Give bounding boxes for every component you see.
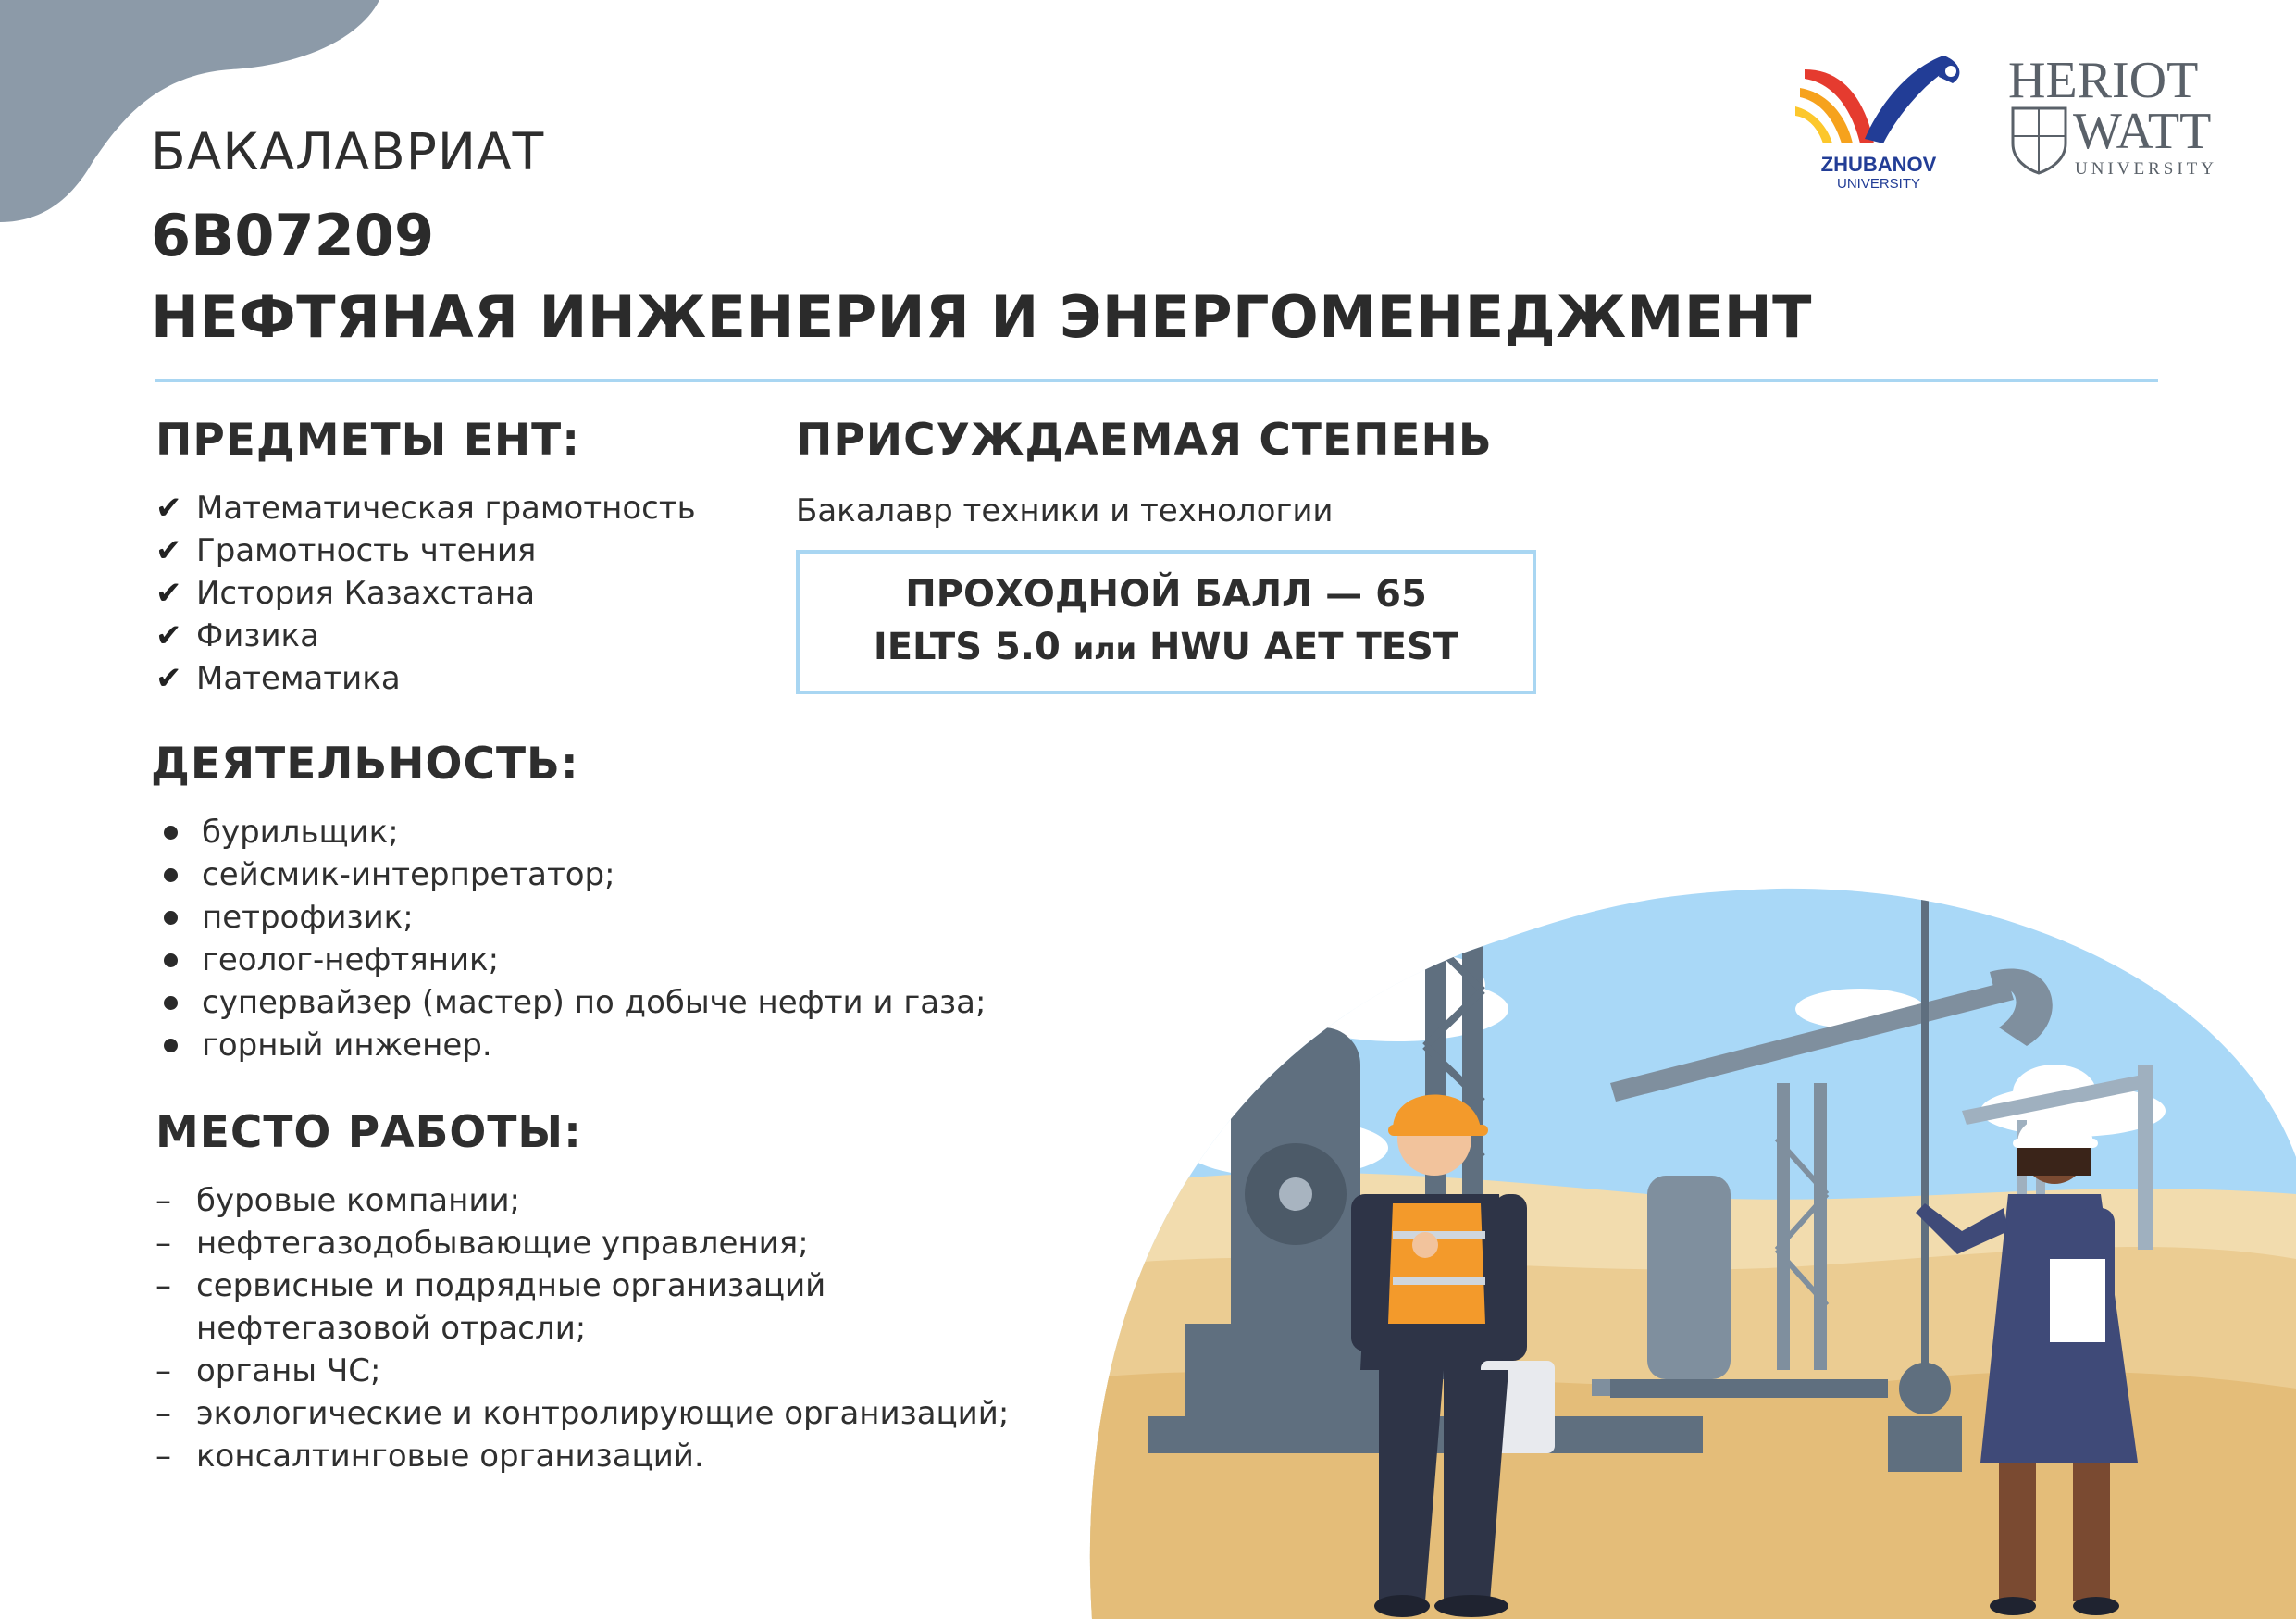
list-item <box>155 487 696 529</box>
ent-section-title: ПРЕДМЕТЫ ЕНТ: <box>155 415 581 466</box>
or-text: или <box>1073 631 1137 666</box>
list-item <box>155 1435 1009 1477</box>
workplace-item-text: сервисные и подрядные организаций <box>196 1267 826 1304</box>
workplace-item-text: экологические и контролирующие организаций; <box>196 1395 1010 1432</box>
list-item <box>155 939 986 981</box>
list-item <box>155 1350 1009 1392</box>
checkmark-icon: ✔ <box>155 617 182 654</box>
heriot-watt-logo-icon <box>2008 51 2258 190</box>
program-title: НЕФТЯНАЯ ИНЖЕНЕРИЯ И ЭНЕРГОМЕНЕДЖМЕНТ <box>151 283 1812 351</box>
list-item <box>155 529 696 572</box>
list-item <box>155 896 986 939</box>
activity-item-text: геолог-нефтяник; <box>202 941 500 978</box>
hw-logo-line1: HERIOT <box>2008 52 2199 109</box>
list-item <box>155 1392 1009 1435</box>
activity-section-title: ДЕЯТЕЛЬНОСТЬ: <box>151 739 579 790</box>
list-item <box>155 615 696 657</box>
checkmark-icon: ✔ <box>155 490 182 527</box>
zhubanov-logo-icon <box>1786 51 1971 190</box>
bullet-icon <box>164 868 178 882</box>
program-level: БАКАЛАВРИАТ <box>151 122 545 181</box>
activity-item-text: бурильщик; <box>202 814 399 851</box>
ent-item-text: Физика <box>196 617 319 654</box>
hw-logo-line2: WATT <box>2073 103 2212 160</box>
bullet-icon <box>164 911 178 925</box>
ent-item-text: Математическая грамотность <box>196 490 696 527</box>
workplace-item-text: буровые компании; <box>196 1182 521 1219</box>
passing-score-line: ПРОХОДНОЙ БАЛЛ — 65 <box>905 573 1427 616</box>
university-logos <box>1786 51 2258 190</box>
list-item <box>155 811 986 853</box>
workplace-item-text: нефтегазовой отрасли; <box>196 1310 587 1347</box>
oilfield-illustration <box>1074 676 2296 1619</box>
header-divider <box>155 379 2158 382</box>
bullet-icon <box>164 996 178 1010</box>
ielts-text: IELTS 5.0 <box>873 626 1074 668</box>
dash-icon: – <box>155 1438 171 1475</box>
bullet-icon <box>164 953 178 967</box>
dash-icon: – <box>155 1395 171 1432</box>
workplace-list <box>155 1179 1009 1477</box>
checkmark-icon: ✔ <box>155 660 182 697</box>
activity-item-text: супервайзер (мастер) по добыче нефти и газа; <box>202 984 987 1021</box>
list-item <box>155 1179 1009 1222</box>
bullet-icon <box>164 826 178 840</box>
activity-item-text: петрофизик; <box>202 899 414 936</box>
list-item <box>155 657 696 700</box>
checkmark-icon: ✔ <box>155 575 182 612</box>
list-item <box>155 1307 1009 1350</box>
language-requirement-line <box>874 621 1458 676</box>
bullet-icon <box>164 1039 178 1052</box>
list-item <box>155 853 986 896</box>
workplace-section-title: МЕСТО РАБОТЫ: <box>155 1107 582 1158</box>
dash-icon: – <box>155 1225 171 1262</box>
list-item <box>155 572 696 615</box>
ent-item-text: Математика <box>196 660 401 697</box>
hw-logo-line3: UNIVERSITY <box>2075 159 2217 179</box>
list-item <box>155 1222 1009 1264</box>
list-item <box>155 981 986 1024</box>
program-code: 6B07209 <box>151 202 435 269</box>
workplace-item-text: нефтегазодобывающие управления; <box>196 1225 809 1262</box>
ent-item-text: Грамотность чтения <box>196 532 537 569</box>
degree-value: Бакалавр техники и технологии <box>796 492 1334 529</box>
dash-icon: – <box>155 1182 171 1219</box>
ent-item-text: История Казахстана <box>196 575 536 612</box>
degree-section-title: ПРИСУЖДАЕМАЯ СТЕПЕНЬ <box>796 415 1493 466</box>
dash-icon: – <box>155 1352 171 1389</box>
dash-icon: – <box>155 1267 171 1304</box>
hwu-test-text: HWU AET TEST <box>1136 626 1459 668</box>
list-item <box>155 1024 986 1066</box>
zhubanov-logo-line1: ZHUBANOV <box>1820 153 1937 176</box>
checkmark-icon: ✔ <box>155 532 182 569</box>
activity-item-text: горный инженер. <box>202 1027 492 1064</box>
list-item <box>155 1264 1009 1307</box>
activity-item-text: сейсмик-интерпретатор; <box>202 856 615 893</box>
workplace-item-text: консалтинговые организаций. <box>196 1438 704 1475</box>
activity-list <box>155 811 986 1066</box>
corner-decoration <box>0 0 389 231</box>
zhubanov-logo-line2: UNIVERSITY <box>1836 176 1921 190</box>
passing-score-box <box>796 550 1536 694</box>
workplace-item-text: органы ЧС; <box>196 1352 381 1389</box>
ent-list <box>155 487 696 700</box>
